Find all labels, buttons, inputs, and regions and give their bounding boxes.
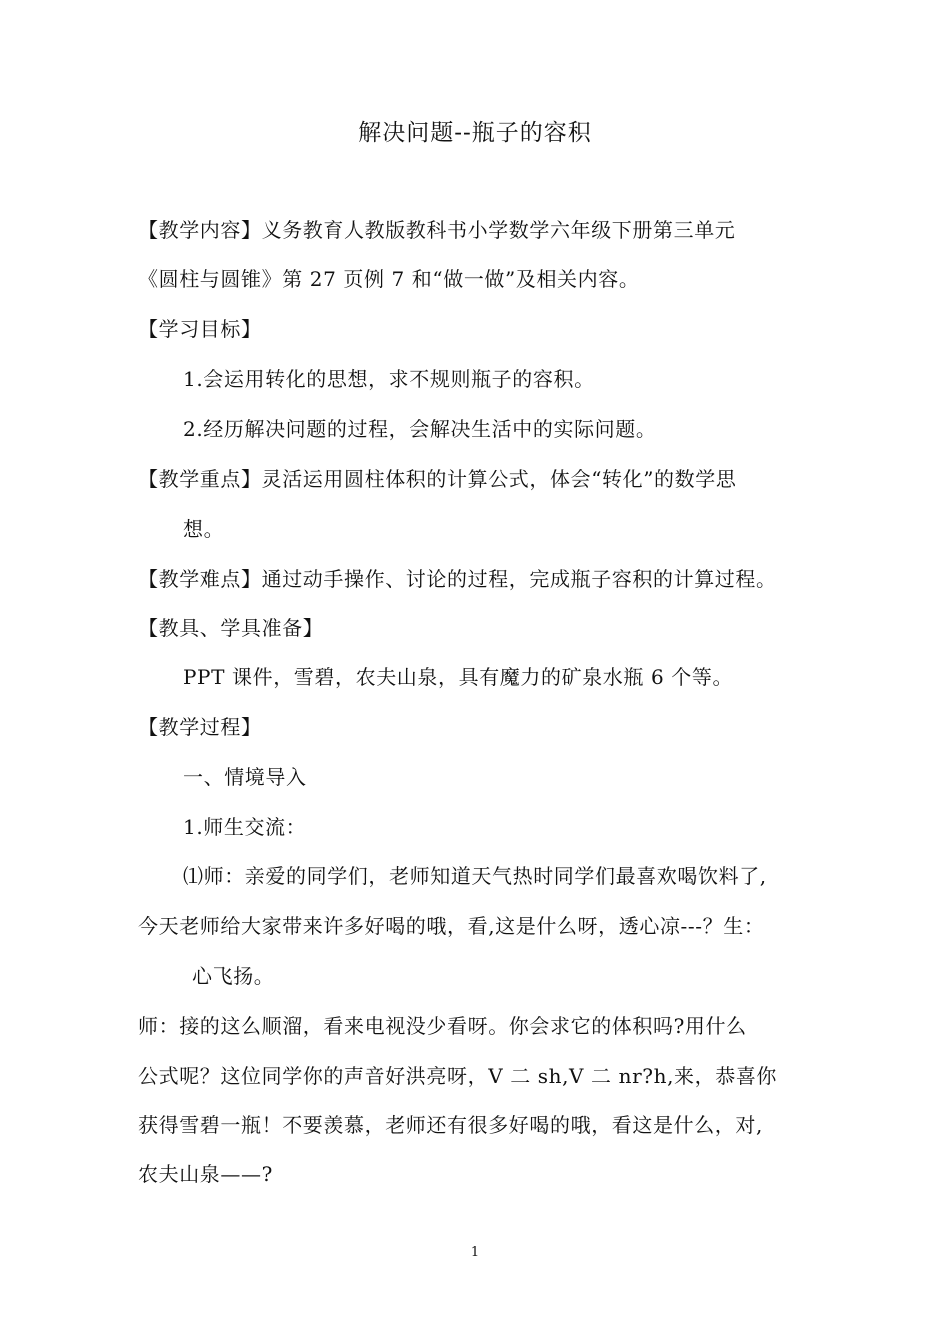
paragraph-line-key-points-cont: 想。: [183, 517, 225, 541]
dialogue-line-4: 师：接的这么顺溜，看来电视没少看呀。你会求它的体积吗?用什么: [138, 1014, 747, 1038]
section-heading-process: 【教学过程】: [138, 715, 262, 739]
goal-item-1: 1.会运用转化的思想，求不规则瓶子的容积。: [183, 367, 595, 391]
paragraph-line-teaching-content-cont: 《圆柱与圆锥》第 27 页例 7 和“做一做”及相关内容。: [138, 267, 640, 291]
dialogue-line-1: ⑴师：亲爱的同学们，老师知道天气热时同学们最喜欢喝饮料了,: [183, 864, 767, 888]
document-title: 解决问题--瓶子的容积: [358, 120, 592, 146]
goal-item-2: 2.经历解决问题的过程，会解决生活中的实际问题。: [183, 417, 657, 441]
subsection-heading-intro: 一、情境导入: [183, 765, 307, 789]
step-heading-communication: 1.师生交流：: [183, 815, 307, 839]
dialogue-line-2: 今天老师给大家带来许多好喝的哦，看,这是什么呀，透心凉---？生：: [138, 914, 765, 938]
dialogue-line-7: 农夫山泉——?: [138, 1162, 273, 1186]
paragraph-line-difficulties: 【教学难点】通过动手操作、讨论的过程，完成瓶子容积的计算过程。: [138, 567, 777, 591]
dialogue-line-3: 心飞扬。: [192, 964, 275, 988]
paragraph-line-key-points: 【教学重点】灵活运用圆柱体积的计算公式，体会“转化”的数学思: [138, 467, 737, 491]
dialogue-line-5: 公式呢？这位同学你的声音好洪亮呀，V 二 sh,V 二 nr?h,来，恭喜你: [138, 1064, 778, 1088]
paragraph-line-teaching-content: 【教学内容】义务教育人教版教科书小学数学六年级下册第三单元: [138, 218, 736, 242]
section-heading-materials: 【教具、学具准备】: [138, 616, 324, 640]
section-heading-learning-goals: 【学习目标】: [138, 317, 262, 341]
dialogue-line-6: 获得雪碧一瓶！不要羡慕，老师还有很多好喝的哦，看这是什么，对,: [138, 1113, 763, 1137]
page-number: 1: [470, 1245, 480, 1260]
materials-line: PPT 课件，雪碧，农夫山泉，具有魔力的矿泉水瓶 6 个等。: [183, 665, 734, 689]
